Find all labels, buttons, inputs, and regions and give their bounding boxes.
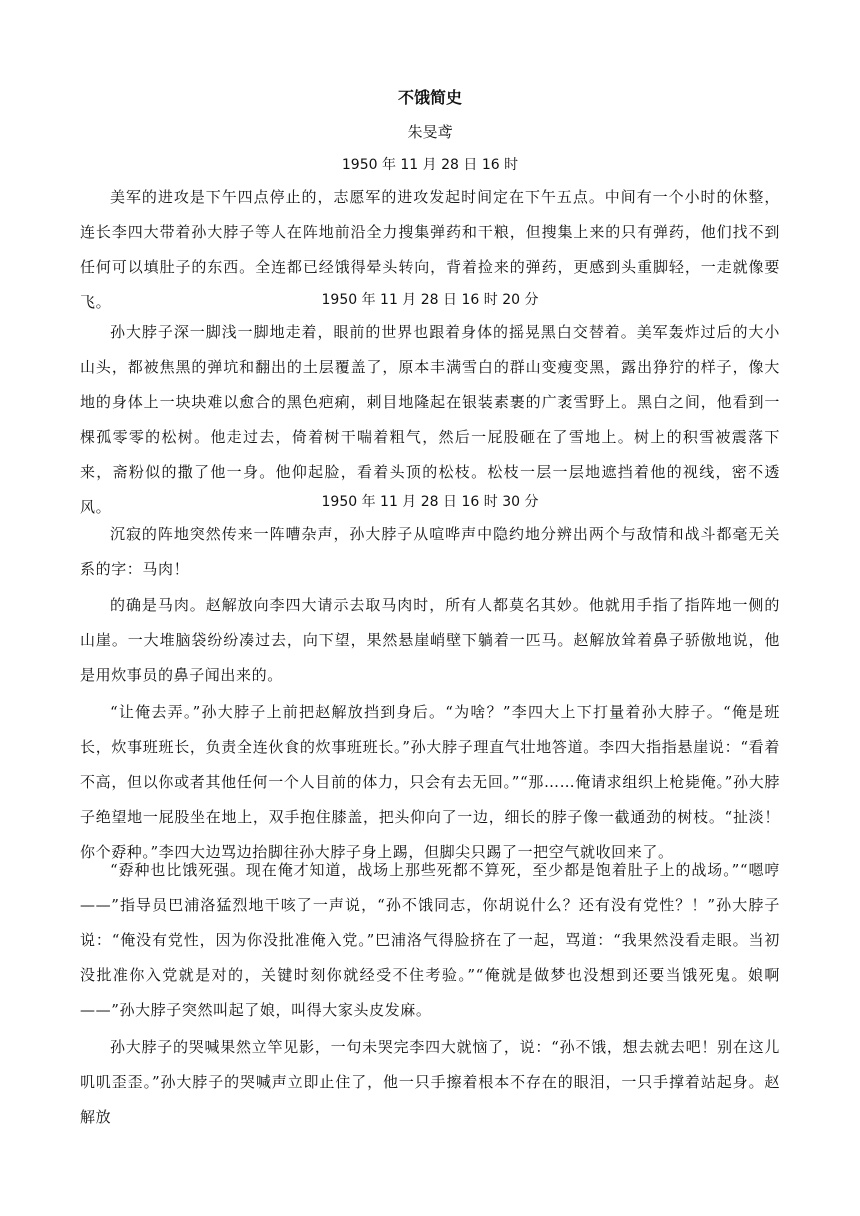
document-title: 不饿简史 bbox=[397, 88, 462, 107]
paragraph: 孙大脖子深一脚浅一脚地走着，眼前的世界也跟着身体的摇晃黑白交替着。美军轰炸过后的大小山头，都被焦黑的弹坑和翻出的土层覆盖了，原本丰满雪白的群山变瘦变黑，露出狰狞的样子，像大地的身体上一块块难以愈合的黑色疤痢，刺目地隆起在银装素裹的广袤雪野上。黑白之间，他看到一棵孤零零的松树。他走过去，倚着树干喘着粗气，然后一屁股砸在了雪地上。树上的积雪被震落下来，斋粉似的撒了他一身。他仰起脸，看着头顶的松枝。松枝一层一层地遮挡着他的视线，密不透风。 bbox=[80, 323, 780, 516]
timestamp-heading: 1950 年 11 月 28 日 16 时 20 分 bbox=[321, 292, 539, 308]
paragraph: 的确是马肉。赵解放向李四大请示去取马肉时，所有人都莫名其妙。他就用手指了指阵地一侧的山崖。一大堆脑袋纷纷凑过去，向下望，果然悬崖峭壁下躺着一匹马。赵解放耸着鼻子骄傲地说，他是用炊事员的鼻子闻出来的。 bbox=[80, 596, 780, 684]
document-author: 朱旻鸢 bbox=[407, 123, 453, 141]
paragraph: 沉寂的阵地突然传来一阵嘈杂声，孙大脖子从喧哗声中隐约地分辨出两个与敌情和战斗都毫无关系的字：马肉！ bbox=[80, 525, 780, 578]
paragraph: “让俺去弄。”孙大脖子上前把赵解放挡到身后。“为啥？”李四大上下打量着孙大脖子。“俺是班长，炊事班班长，负责全连伙食的炊事班班长。”孙大脖子理直气壮地答道。李四大指指悬崖说：“看着不高，但以你或者其他任何一个人目前的体力，只会有去无回。”“那……俺请求组织上枪毙俺。”孙大脖子绝望地一屁股坐在地上，双手抱住膝盖，把头仰向了一边，细长的脖子像一截通劲的树枝。“扯淡！你个孬种。”李四大边骂边抬脚往孙大脖子身上踢，但脚尖只踢了一把空气就收回来了。 bbox=[80, 703, 780, 861]
paragraph: 美军的进攻是下午四点停止的，志愿军的进攻发起时间定在下午五点。中间有一个小时的休整，连长李四大带着孙大脖子等人在阵地前沿全力搜集弹药和干粮，但搜集上来的只有弹药，他们找不到任何可以填肚子的东西。全连都已经饿得晕头转向，背着捡来的弹药，更感到头重脚轻，一走就像要飞。 bbox=[80, 188, 780, 311]
paragraph: 孙大脖子的哭喊果然立竿见影，一句未哭完李四大就恼了，说：“孙不饿，想去就去吧！别在这儿叽叽歪歪。”孙大脖子的哭喊声立即止住了，他一只手擦着根本不存在的眼泪，一只手撑着站起身。赵解放 bbox=[80, 1038, 780, 1126]
timestamp-heading: 1950 年 11 月 28 日 16 时 bbox=[341, 157, 519, 173]
paragraph: “孬种也比饿死强。现在俺才知道，战场上那些死都不算死，至少都是饱着肚子上的战场。”“嗯哼——”指导员巴浦洛猛烈地干咳了一声说，“孙不饿同志，你胡说什么？还有没有党性？！”孙大脖子说：“俺没有党性，因为你没批准俺入党。”巴浦洛气得脸挤在了一起，骂道：“我果然没看走眼。当初没批准你入党就是对的，关键时刻你就经受不住考验。”“俺就是做梦也没想到还要当饿死鬼。娘啊——”孙大脖子突然叫起了娘，叫得大家头皮发麻。 bbox=[80, 861, 780, 1019]
timestamp-heading: 1950 年 11 月 28 日 16 时 30 分 bbox=[321, 494, 539, 510]
